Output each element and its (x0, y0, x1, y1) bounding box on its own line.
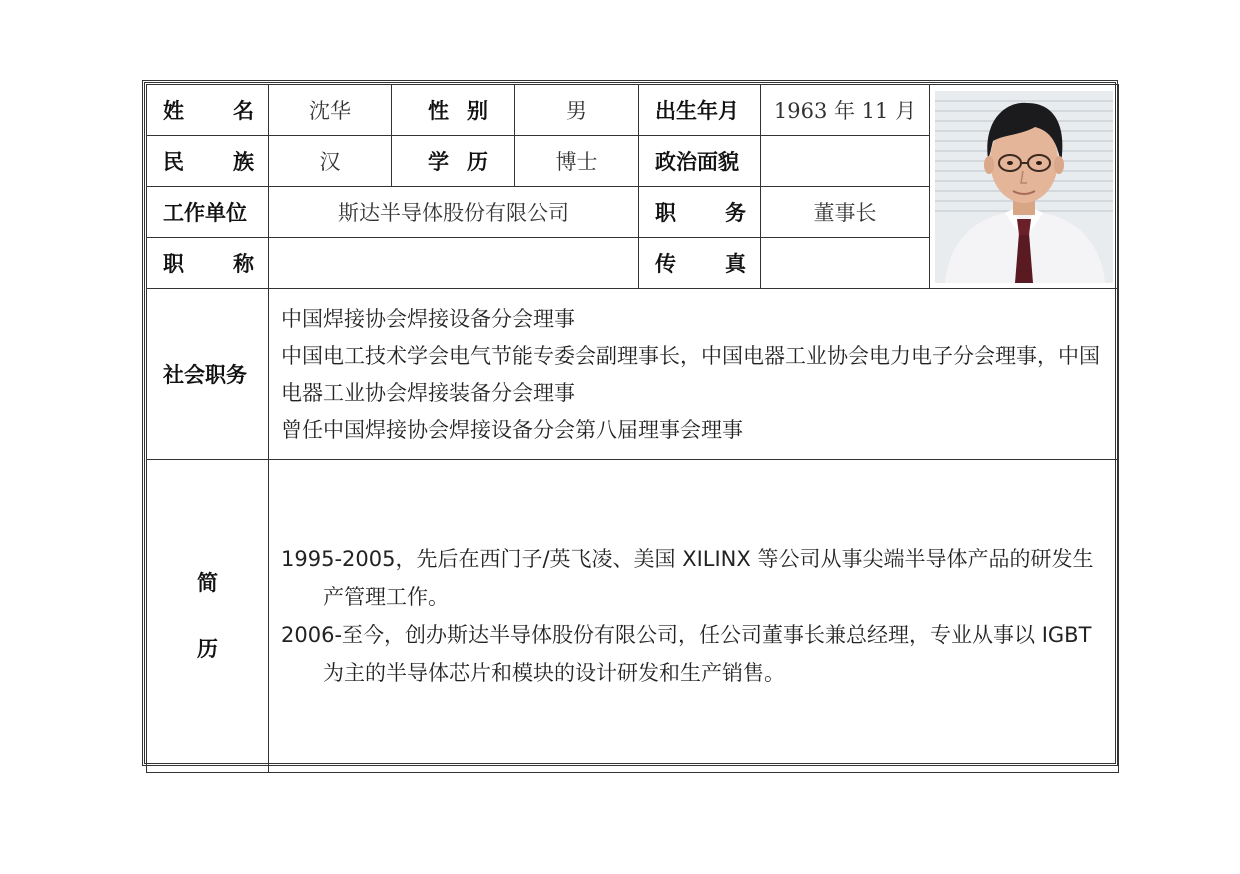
resume-list (269, 460, 1119, 773)
value-ethnicity: 汉 (269, 136, 392, 187)
value-birth: 1963 年 11 月 (761, 85, 930, 136)
row-social-duties (147, 289, 1119, 460)
resume-entry: 1995-2005，先后在西门子/英飞凌、美国 XILINX 等公司从事尖端半导体产品的研发生产管理工作。 (281, 547, 1094, 609)
value-political (761, 136, 930, 187)
portrait-photo-icon (935, 91, 1113, 283)
label-gender: 性 别 (392, 85, 515, 136)
label-title: 职 称 (147, 238, 269, 289)
label-employer: 工作单位 (147, 187, 269, 238)
label-position: 职 务 (639, 187, 761, 238)
row-resume (147, 460, 1119, 773)
social-duty-item: 曾任中国焊接协会焊接设备分会第八届理事会理事 (281, 418, 743, 442)
value-name: 沈华 (269, 85, 392, 136)
label-political: 政治面貌 (639, 136, 761, 187)
profile-card (142, 80, 1118, 766)
value-education: 博士 (515, 136, 639, 187)
label-birth: 出生年月 (639, 85, 761, 136)
value-employer: 斯达半导体股份有限公司 (269, 187, 639, 238)
value-position: 董事长 (761, 187, 930, 238)
label-ethnicity: 民 族 (147, 136, 269, 187)
label-social-duties: 社会职务 (147, 289, 269, 460)
label-name: 姓 名 (147, 85, 269, 136)
social-duties-list (269, 289, 1119, 460)
value-title (269, 238, 639, 289)
profile-table (146, 84, 1119, 773)
label-resume: 简 历 (147, 460, 269, 773)
social-duty-item: 中国焊接协会焊接设备分会理事 (281, 307, 575, 331)
resume-entry: 2006-至今，创办斯达半导体股份有限公司，任公司董事长兼总经理，专业从事以 IGBT 为主的半导体芯片和模块的设计研发和生产销售。 (281, 623, 1092, 685)
value-gender: 男 (515, 85, 639, 136)
label-fax: 传 真 (639, 238, 761, 289)
label-education: 学 历 (392, 136, 515, 187)
row-name (147, 85, 1119, 136)
value-fax (761, 238, 930, 289)
photo-cell (930, 85, 1119, 289)
social-duty-item: 中国电工技术学会电气节能专委会副理事长，中国电器工业协会电力电子分会理事，中国电器工业协会焊接装备分会理事 (281, 344, 1100, 405)
